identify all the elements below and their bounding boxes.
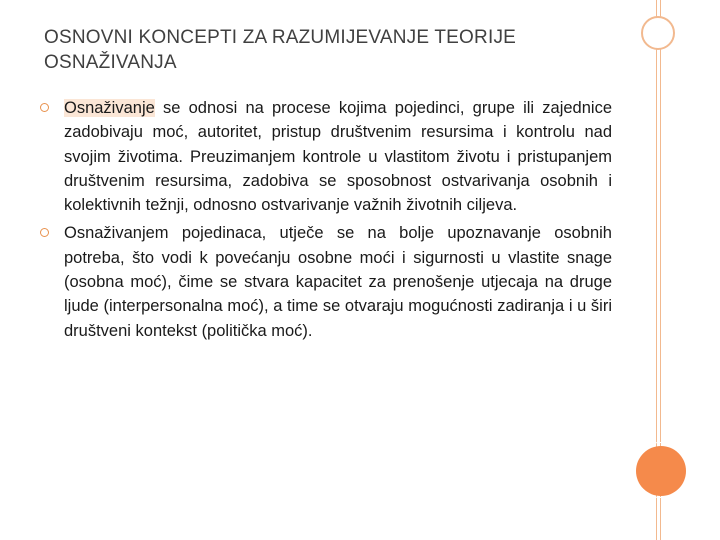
bullet-circle-icon	[40, 228, 49, 237]
title-line: OSNOVNI KONCEPTI ZA RAZUMIJEVANJE TEORIJE	[44, 27, 517, 48]
list-item	[40, 221, 612, 342]
bullet-text: se odnosi na procese kojima pojedinci, grupe ili zajednice zadobivaju moć, autoritet, pristup društvenim resursima i kontrolu nad svojim životima. Preuzimanjem kontrole u vlastitom životu i pristupanjem društvenim resursima, zadobiva se sposobnost ostvarivanja osobnih i kolektivnih težnji, odnosno ostvarivanje važnih životnih ciljeva.	[64, 99, 612, 215]
bullet-circle-icon	[40, 103, 49, 112]
list-item	[40, 96, 612, 217]
slide-title	[44, 25, 624, 75]
title-line: OSNAŽIVANJA	[44, 52, 177, 73]
decor-dot-icon	[636, 446, 686, 496]
highlighted-term: Osnaživanje	[64, 99, 155, 117]
decor-ring-icon	[641, 16, 675, 50]
bullet-text: Osnaživanjem pojedinaca, utječe se na bolje upoznavanje osobnih potreba, što vodi k povećanju osobne moći i sigurnosti u vlastite snage (osobna moć), čime se stvara kapacitet za prenošenje utjecaja na druge ljude (interpersonalna moć), a time se otvaraju mogućnosti zadiranja i u širi društveni kontekst (politička moć).	[64, 224, 612, 340]
bullet-list	[40, 96, 612, 347]
